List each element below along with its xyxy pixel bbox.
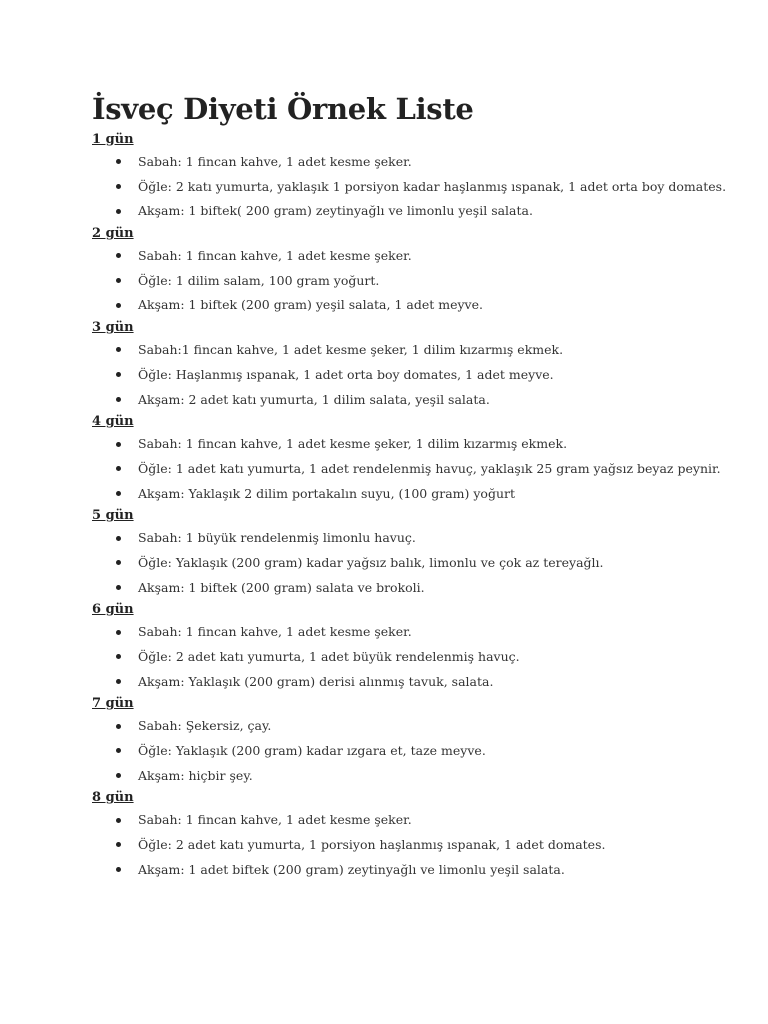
bullet-icon: [116, 630, 121, 635]
meal-text: Öğle: Haşlanmış ıspanak, 1 adet orta boy domates, 1 adet meyve.: [138, 366, 554, 382]
meal-item: [92, 338, 732, 363]
meal-text: Öğle: Yaklaşık (200 gram) kadar yağsız balık, limonlu ve çok az tereyağlı.: [138, 554, 604, 570]
day-section: [92, 506, 732, 600]
bullet-icon: [116, 867, 121, 872]
bullet-icon: [116, 303, 121, 308]
meal-text: Öğle: 2 katı yumurta, yaklaşık 1 porsiyon kadar haşlanmış ıspanak, 1 adet orta boy domates.: [138, 178, 727, 194]
bullet-icon: [116, 372, 121, 377]
bullet-icon: [116, 654, 121, 659]
bullet-icon: [116, 773, 121, 778]
day-section: [92, 600, 732, 694]
meal-text: Akşam: 2 adet katı yumurta, 1 dilim salata, yeşil salata.: [138, 391, 490, 407]
day-heading: 2 gün: [92, 226, 134, 242]
day-heading: 6 gün: [92, 602, 134, 618]
bullet-icon: [116, 184, 121, 189]
bullet-icon: [116, 278, 121, 283]
meal-text: Öğle: 1 dilim salam, 100 gram yoğurt.: [138, 272, 380, 288]
meal-item: [92, 175, 732, 200]
meal-text: Akşam: Yaklaşık (200 gram) derisi alınmış tavuk, salata.: [138, 673, 494, 689]
day-section: [92, 694, 732, 788]
meal-text: Akşam: 1 biftek (200 gram) salata ve brokoli.: [138, 579, 425, 595]
meal-list: [92, 432, 732, 506]
bullet-icon: [116, 748, 121, 753]
meal-text: Sabah: 1 fincan kahve, 1 adet kesme şeker.: [138, 624, 412, 640]
meal-text: Sabah:1 fincan kahve, 1 adet kesme şeker, 1 dilim kızarmış ekmek.: [138, 342, 564, 358]
meal-text: Öğle: Yaklaşık (200 gram) kadar ızgara et, taze meyve.: [138, 743, 486, 759]
meal-text: Akşam: hiçbir şey.: [138, 767, 253, 783]
meal-item: [92, 432, 732, 457]
meal-item: [92, 670, 732, 695]
bullet-icon: [116, 536, 121, 541]
bullet-icon: [116, 442, 121, 447]
bullet-icon: [116, 491, 121, 496]
day-section: [92, 318, 732, 412]
meal-item: [92, 482, 732, 507]
meal-item: [92, 244, 732, 269]
meal-text: Sabah: Şekersiz, çay.: [138, 718, 272, 734]
bullet-icon: [116, 159, 121, 164]
meal-list: [92, 338, 732, 412]
meal-item: [92, 714, 732, 739]
document-title: İsveç Diyeti Örnek Liste: [92, 92, 474, 126]
day-heading: 7 gün: [92, 696, 134, 712]
day-heading: 3 gün: [92, 320, 134, 336]
meal-text: Akşam: Yaklaşık 2 dilim portakalın suyu, (100 gram) yoğurt: [138, 485, 516, 501]
meal-list: [92, 526, 732, 600]
diet-day-list: [92, 130, 732, 883]
document-page: [92, 88, 732, 883]
meal-item: [92, 363, 732, 388]
meal-list: [92, 244, 732, 318]
meal-list: [92, 150, 732, 224]
meal-item: [92, 269, 732, 294]
bullet-icon: [116, 679, 121, 684]
bullet-icon: [116, 466, 121, 471]
meal-item: [92, 551, 732, 576]
meal-item: [92, 808, 732, 833]
meal-item: [92, 293, 732, 318]
meal-item: [92, 739, 732, 764]
meal-list: [92, 808, 732, 882]
meal-item: [92, 764, 732, 789]
day-heading: 8 gün: [92, 790, 134, 806]
meal-item: [92, 645, 732, 670]
meal-text: Sabah: 1 fincan kahve, 1 adet kesme şeker.: [138, 248, 412, 264]
day-section: [92, 788, 732, 882]
bullet-icon: [116, 253, 121, 258]
meal-list: [92, 714, 732, 788]
meal-item: [92, 620, 732, 645]
day-heading: 4 gün: [92, 414, 134, 430]
meal-text: Sabah: 1 fincan kahve, 1 adet kesme şeker.: [138, 812, 412, 828]
meal-text: Öğle: 2 adet katı yumurta, 1 adet büyük rendelenmiş havuç.: [138, 649, 520, 664]
day-heading: 5 gün: [92, 508, 134, 524]
meal-item: [92, 576, 732, 601]
day-section: [92, 130, 732, 224]
meal-item: [92, 457, 732, 482]
meal-item: [92, 199, 732, 224]
meal-text: Akşam: 1 biftek( 200 gram) zeytinyağlı ve limonlu yeşil salata.: [138, 203, 533, 219]
bullet-icon: [116, 209, 121, 214]
bullet-icon: [116, 560, 121, 565]
meal-item: [92, 526, 732, 551]
bullet-icon: [116, 818, 121, 823]
meal-text: Öğle: 2 adet katı yumurta, 1 porsiyon haşlanmış ıspanak, 1 adet domates.: [138, 837, 606, 853]
meal-text: Sabah: 1 fincan kahve, 1 adet kesme şeker, 1 dilim kızarmış ekmek.: [138, 436, 568, 452]
meal-text: Öğle: 1 adet katı yumurta, 1 adet rendelenmiş havuç, yaklaşık 25 gram yağsız beyaz peynir.: [138, 460, 721, 476]
bullet-icon: [116, 842, 121, 847]
day-section: [92, 224, 732, 318]
day-heading: 1 gün: [92, 132, 134, 147]
meal-text: Sabah: 1 fincan kahve, 1 adet kesme şeker.: [138, 154, 412, 169]
bullet-icon: [116, 585, 121, 590]
meal-item: [92, 150, 732, 175]
meal-text: Akşam: 1 adet biftek (200 gram) zeytinyağlı ve limonlu yeşil salata.: [138, 861, 565, 877]
bullet-icon: [116, 347, 121, 352]
meal-item: [92, 858, 732, 883]
meal-list: [92, 620, 732, 694]
meal-text: Sabah: 1 büyük rendelenmiş limonlu havuç.: [138, 530, 416, 546]
meal-item: [92, 388, 732, 413]
meal-item: [92, 833, 732, 858]
bullet-icon: [116, 397, 121, 402]
bullet-icon: [116, 724, 121, 729]
day-section: [92, 412, 732, 506]
meal-text: Akşam: 1 biftek (200 gram) yeşil salata, 1 adet meyve.: [138, 297, 483, 313]
